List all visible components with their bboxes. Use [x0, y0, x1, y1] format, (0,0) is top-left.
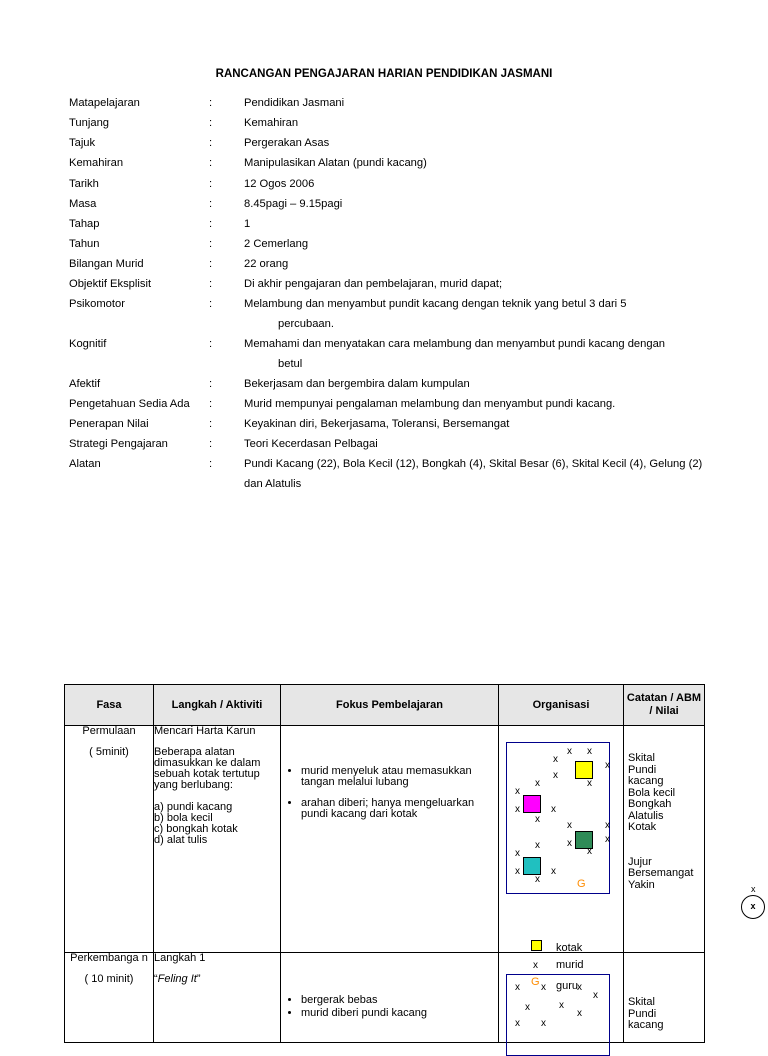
- field-value: 22 orang: [244, 258, 289, 270]
- focus-list: [281, 995, 492, 1019]
- field-colon: :: [209, 418, 213, 430]
- field-value-continued: percubaan.: [278, 318, 334, 330]
- field-value: Melambung dan menyambut pundit kacang dengan teknik yang betul 3 dari 5: [244, 298, 627, 310]
- field-colon: :: [209, 178, 213, 190]
- student-marker: x: [515, 866, 520, 877]
- fasa-duration: ( 10 minit): [84, 973, 134, 985]
- field-value: Manipulasikan Alatan (pundi kacang): [244, 157, 427, 169]
- focus-cell: [281, 953, 499, 1043]
- field-value: Bekerjasam dan bergembira dalam kumpulan: [244, 378, 470, 390]
- field-value: 2 Cemerlang: [244, 238, 309, 250]
- field-colon: :: [209, 198, 213, 210]
- field-label: Masa: [69, 198, 97, 210]
- legend-kotak-label: kotak: [556, 942, 583, 954]
- field-label: Bilangan Murid: [69, 258, 144, 270]
- student-marker: x: [567, 820, 572, 831]
- student-marker: x: [535, 778, 540, 789]
- activity-title: Mencari Harta Karun: [154, 725, 256, 737]
- student-marker: x: [577, 982, 582, 993]
- field-value: Pendidikan Jasmani: [244, 97, 345, 109]
- note-item: Alatulis: [628, 809, 664, 822]
- fasa-name: Perkembanga n: [70, 952, 148, 964]
- legend-guru-label: guru: [556, 980, 579, 992]
- notes-equipment: [628, 753, 701, 834]
- fasa-duration: ( 5minit): [89, 746, 129, 758]
- student-marker: x: [515, 982, 520, 993]
- activity-quote: “Feling It”: [154, 973, 201, 985]
- student-marker: x: [559, 1000, 564, 1011]
- activity-quote-text: Feling It: [157, 973, 197, 985]
- field-label: Tajuk: [69, 137, 96, 149]
- list-item: c) bongkah kotak: [154, 823, 238, 835]
- student-marker: x: [587, 778, 592, 789]
- list-item: • bergerak bebas: [301, 995, 492, 1006]
- field-colon: :: [209, 338, 213, 350]
- student-marker: x: [587, 746, 592, 757]
- table-row: [65, 953, 705, 1043]
- note-item: Bola kecil: [628, 786, 676, 799]
- fasa-cell: [65, 953, 154, 1043]
- field-label: Tahap: [69, 218, 100, 230]
- organisation-cell: [499, 726, 624, 992]
- student-marker: x: [515, 804, 520, 815]
- field-colon: :: [209, 458, 213, 470]
- student-marker: x: [525, 1002, 530, 1013]
- student-marker: x: [535, 840, 540, 851]
- legend-murid-label: murid: [556, 959, 584, 971]
- activity-desc: Beberapa alatan dimasukkan ke dalam sebuah kotak tertutup yang berlubang:: [154, 746, 261, 791]
- field-colon: :: [209, 258, 213, 270]
- note-item: Kotak: [628, 821, 657, 833]
- note-item: Yakin: [628, 878, 655, 891]
- note-item: kacang: [628, 1019, 664, 1031]
- student-marker: x: [541, 1018, 546, 1029]
- field-label: Afektif: [69, 378, 101, 390]
- student-marker: x: [567, 746, 572, 757]
- list-item: • murid diberi pundi kacang: [301, 1008, 492, 1019]
- field-colon: :: [209, 398, 213, 410]
- field-colon: :: [209, 157, 213, 169]
- field-colon: :: [209, 238, 213, 250]
- student-marker: x: [551, 804, 556, 815]
- field-value-continued: betul: [278, 358, 303, 370]
- teacher-marker: G: [577, 878, 586, 890]
- list-item: d) alat tulis: [154, 834, 208, 846]
- activity-items: [154, 802, 280, 846]
- field-colon: :: [209, 218, 213, 230]
- student-marker: x: [605, 760, 610, 771]
- note-item: Jujur: [628, 855, 652, 868]
- organisation-cell: [499, 953, 624, 1043]
- field-colon: :: [209, 278, 213, 290]
- note-item: Skital: [628, 752, 655, 764]
- field-value: 12 Ogos 2006: [244, 178, 315, 190]
- field-value: Di akhir pengajaran dan pembelajaran, murid dapat;: [244, 278, 503, 290]
- field-colon: :: [209, 137, 213, 149]
- field-colon: :: [209, 378, 213, 390]
- field-label: Kognitif: [69, 338, 107, 350]
- field-label: Pengetahuan Sedia Ada: [69, 398, 190, 410]
- student-marker: x: [605, 834, 610, 845]
- student-marker: x: [541, 982, 546, 993]
- field-value: Kemahiran: [244, 117, 299, 129]
- student-marker: x: [587, 846, 592, 857]
- header-fasa: Fasa: [65, 685, 154, 726]
- magenta-box-icon: [523, 795, 541, 813]
- field-label: Kemahiran: [69, 157, 124, 169]
- table-header-row: [65, 685, 705, 726]
- field-colon: :: [209, 298, 213, 310]
- field-value: 1: [244, 218, 251, 230]
- student-marker: x: [593, 990, 598, 1001]
- field-value: Murid mempunyai pengalaman melambung dan menyambut pundi kacang.: [244, 398, 616, 410]
- student-marker: x: [515, 786, 520, 797]
- field-value: Memahami dan menyatakan cara melambung dan menyambut pundi kacang dengan: [244, 338, 666, 350]
- note-item: Skital: [628, 996, 655, 1008]
- list-item: b) bola kecil: [154, 812, 213, 824]
- note-item: Pundi: [628, 763, 657, 776]
- field-label: Tunjang: [69, 117, 110, 129]
- student-marker: x: [567, 838, 572, 849]
- field-colon: :: [209, 117, 213, 129]
- note-item: Bersemangat: [628, 867, 694, 879]
- field-colon: :: [209, 438, 213, 450]
- field-value: Pergerakan Asas: [244, 137, 330, 149]
- side-marker-circle: x: [741, 895, 765, 919]
- student-marker: x: [535, 874, 540, 885]
- organisation-diagram: [506, 742, 610, 894]
- notes-values: [628, 857, 701, 892]
- activity-cell: [154, 726, 281, 953]
- field-value: Pundi Kacang (22), Bola Kecil (12), Bongkah (4), Skital Besar (6), Skital Kecil (4), Gelung (2) dan Alatulis: [244, 458, 703, 490]
- notes-cell: [624, 726, 705, 953]
- field-value: Keyakinan diri, Bekerjasama, Toleransi, Bersemangat: [244, 418, 510, 430]
- student-marker: x: [515, 1018, 520, 1029]
- activity-cell: [154, 953, 281, 1043]
- field-label: Penerapan Nilai: [69, 418, 149, 430]
- side-marker-top: x: [751, 884, 756, 894]
- field-value: Teori Kecerdasan Pelbagai: [244, 438, 378, 450]
- note-item: Pundi: [628, 1007, 657, 1020]
- organisation-diagram: [506, 974, 610, 1056]
- header-organisasi: Organisasi: [499, 685, 624, 726]
- activity-title: Langkah 1: [154, 952, 206, 964]
- focus-cell: [281, 726, 499, 953]
- table-row: [65, 726, 705, 953]
- header-catatan: Catatan / ABM / Nilai: [624, 685, 705, 726]
- cyan-box-icon: [523, 857, 541, 875]
- field-colon: :: [209, 97, 213, 109]
- focus-list: [281, 766, 492, 820]
- student-marker: x: [553, 770, 558, 781]
- field-value: 8.45pagi – 9.15pagi: [244, 198, 343, 210]
- student-marker: x: [515, 848, 520, 859]
- list-item: • murid menyeluk atau memasukkan tangan melalui lubang: [301, 766, 492, 788]
- field-label: Tahun: [69, 238, 100, 250]
- notes-cell: [624, 953, 705, 1043]
- header-langkah: Langkah / Aktiviti: [154, 685, 281, 726]
- note-item: Bongkah: [628, 798, 672, 810]
- legend-guru-symbol: G: [531, 976, 540, 988]
- student-marker: x: [577, 1008, 582, 1019]
- fasa-cell: [65, 726, 154, 953]
- field-label: Strategi Pengajaran: [69, 438, 168, 450]
- legend-murid-symbol: x: [533, 960, 538, 971]
- document-title: RANCANGAN PENGAJARAN HARIAN PENDIDIKAN JASMANI: [215, 68, 553, 80]
- notes-equipment: [628, 997, 701, 1032]
- student-marker: x: [553, 754, 558, 765]
- student-marker: x: [605, 820, 610, 831]
- field-label: Alatan: [69, 458, 101, 470]
- list-item: • arahan diberi; hanya mengeluarkan pundi kacang dari kotak: [301, 798, 492, 820]
- field-label: Tarikh: [69, 178, 99, 190]
- field-label: Psikomotor: [69, 298, 125, 310]
- list-item: a) pundi kacang: [154, 801, 233, 813]
- note-item: kacang: [628, 775, 664, 787]
- lesson-table: [64, 684, 705, 1043]
- field-label: Objektif Eksplisit: [69, 278, 152, 290]
- header-fokus: Fokus Pembelajaran: [281, 685, 499, 726]
- student-marker: x: [551, 866, 556, 877]
- student-marker: x: [535, 814, 540, 825]
- field-label: Matapelajaran: [69, 97, 140, 109]
- fasa-name: Permulaan: [82, 725, 136, 737]
- yellow-box-icon: [575, 761, 593, 779]
